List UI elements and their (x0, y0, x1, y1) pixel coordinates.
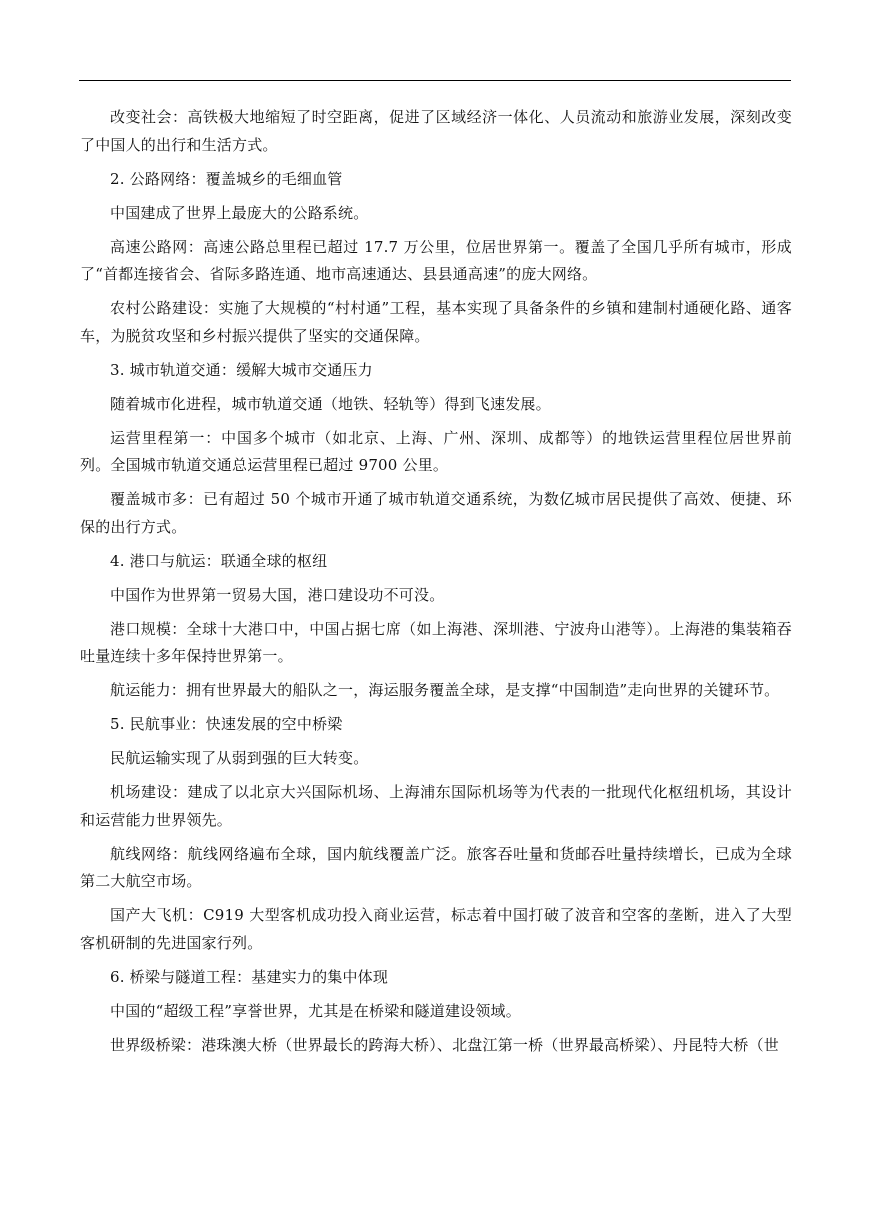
paragraph: 运营里程第一：中国多个城市（如北京、上海、广州、深圳、成都等）的地铁运营里程位居世界前列。全国城市轨道交通总运营里程已超过 9700 公里。 (80, 428, 792, 474)
paragraph: 随着城市化进程，城市轨道交通（地铁、轻轨等）得到飞速发展。 (110, 394, 551, 413)
paragraph: 航运能力：拥有世界最大的船队之一，海运服务覆盖全球，是支撑“中国制造”走向世界的关键环节。 (110, 681, 780, 699)
paragraph: 国产大飞机：C919 大型客机成功投入商业运营，标志着中国打破了波音和空客的垄断，进入了大型客机研制的先进国家行列。 (80, 906, 792, 952)
paragraph: 港口规模：全球十大港口中，中国占据七席（如上海港、深圳港、宁波舟山港等）。上海港的集装箱吞吐量连续十多年保持世界第一。 (80, 619, 792, 665)
paragraph: 农村公路建设：实施了大规模的“村村通”工程，基本实现了具备条件的乡镇和建制村通硬化路、通客车，为脱贫攻坚和乡村振兴提供了坚实的交通保障。 (80, 299, 792, 345)
paragraph: 机场建设：建成了以北京大兴国际机场、上海浦东国际机场等为代表的一批现代化枢纽机场，其设计和运营能力世界领先。 (80, 783, 792, 829)
paragraph: 世界级桥梁：港珠澳大桥（世界最长的跨海大桥）、北盘江第一桥（世界最高桥梁）、丹昆特大桥（世 (110, 1035, 780, 1054)
section-heading: 5. 民航事业：快速发展的空中桥梁 (110, 715, 343, 733)
header-rule (79, 80, 791, 81)
paragraph: 航线网络：航线网络遍布全球，国内航线覆盖广泛。旅客吞吐量和货邮吞吐量持续增长，已成为全球第二大航空市场。 (80, 844, 792, 890)
paragraph: 中国作为世界第一贸易大国，港口建设功不可没。 (110, 585, 445, 604)
section-heading: 2. 公路网络：覆盖城乡的毛细血管 (110, 169, 343, 188)
document-body (80, 104, 792, 1066)
paragraph: 民航运输实现了从弱到强的巨大转变。 (110, 749, 369, 767)
section-heading: 3. 城市轨道交通：缓解大城市交通压力 (110, 360, 373, 379)
paragraph: 改变社会：高铁极大地缩短了时空距离，促进了区域经济一体化、人员流动和旅游业发展，深刻改变了中国人的出行和生活方式。 (80, 108, 792, 154)
section-heading: 4. 港口与航运：联通全球的枢纽 (110, 551, 328, 570)
paragraph: 中国的“超级工程”享誉世界，尤其是在桥梁和隧道建设领域。 (110, 1001, 521, 1020)
paragraph: 覆盖城市多：已有超过 50 个城市开通了城市轨道交通系统，为数亿城市居民提供了高效、便捷、环保的出行方式。 (80, 490, 792, 536)
section-heading: 6. 桥梁与隧道工程：基建实力的集中体现 (110, 967, 389, 986)
paragraph: 高速公路网：高速公路总里程已超过 17.7 万公里，位居世界第一。覆盖了全国几乎所有城市，形成了“首都连接省会、省际多路连通、地市高速通达、县县通高速”的庞大网络。 (80, 237, 792, 283)
paragraph: 中国建成了世界上最庞大的公路系统。 (110, 203, 369, 222)
